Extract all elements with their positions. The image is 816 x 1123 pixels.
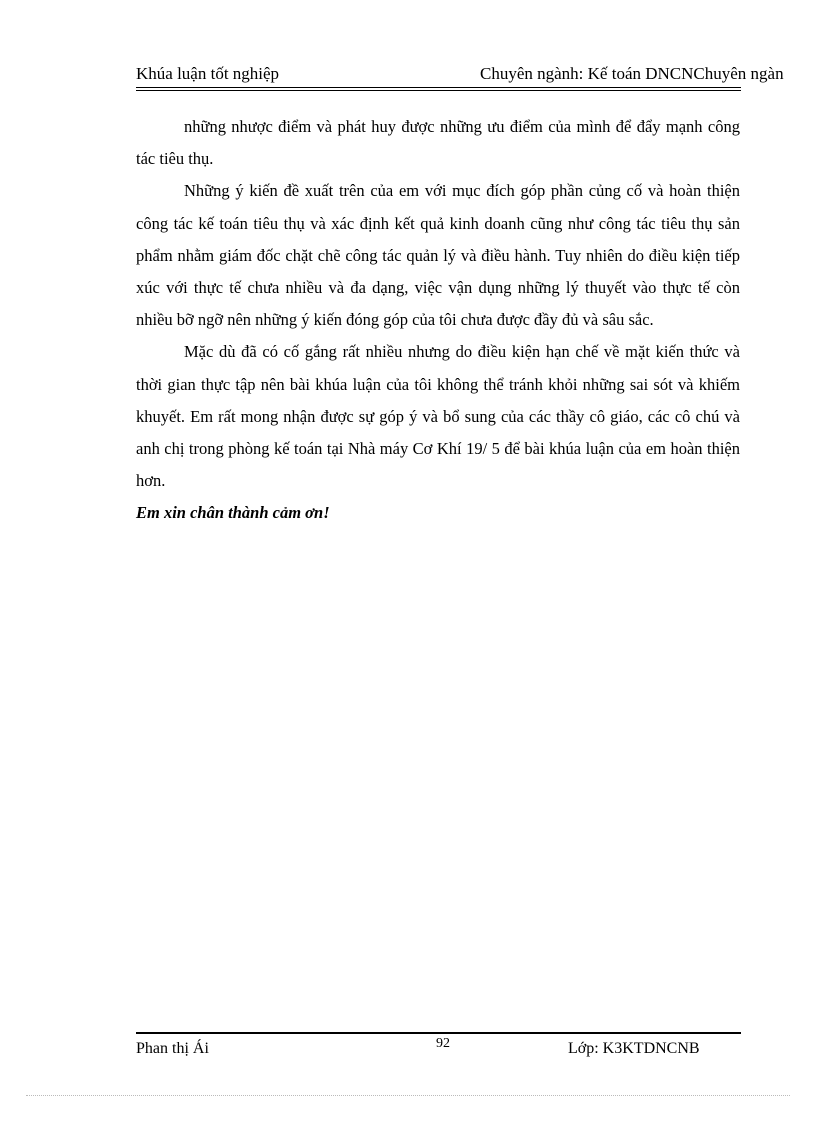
paragraph-3: Mặc dù đã có cố gắng rất nhiều nhưng do điều kiện hạn chế về mặt kiến thức và thời gian thực tập nên bài khúa luận của tôi không thể tránh khỏi những sai sót và khiếm khuyết. Em rất mong nhận được sự góp ý và bổ sung của các thầy cô giáo, các cô chú và anh chị trong phòng kế toán tại Nhà máy Cơ Khí 19/ 5 để bài khúa luận của em hoàn thiện hơn. [136,342,740,491]
footer-class: Lớp: K3KTDNCNB [568,1040,700,1057]
paragraph-1: những nhược điểm và phát huy được những ưu điểm của mình để đẩy mạnh công tác tiêu thụ. [136,117,740,169]
paragraph-2: Những ý kiến đề xuất trên của em với mục đích góp phần củng cố và hoàn thiện công tác kế toán tiêu thụ và xác định kết quả kinh doanh cũng như công tác tiêu thụ sản phẩm nhằm giám đốc chặt chẽ công tác quản lý và điều hành. Tuy nhiên do điều kiện tiếp xúc với thực tế chưa nhiều và đa dạng, việc vận dụng những lý thuyết vào thực tế còn nhiều bỡ ngỡ nên những ý kiến đóng góp của tôi chưa được đầy đủ và sâu sắc. [136,181,740,330]
footer-author: Phan thị Ái [136,1040,209,1057]
document-body [136,111,740,530]
page-footer [136,1036,741,1064]
page-header [136,64,816,88]
header-rule-top [136,87,741,88]
header-rule-bottom [136,90,741,91]
page-bottom-dotted-line [26,1095,790,1096]
footer-rule [136,1032,741,1034]
header-title: Khúa luận tốt nghiệp [136,64,280,83]
page-number: 92 [436,1036,450,1051]
closing-thanks: Em xin chân thành cảm ơn! [136,503,330,523]
header-major: Chuyên ngành: Kế toán DNCNChuyên ngàn [480,64,784,83]
